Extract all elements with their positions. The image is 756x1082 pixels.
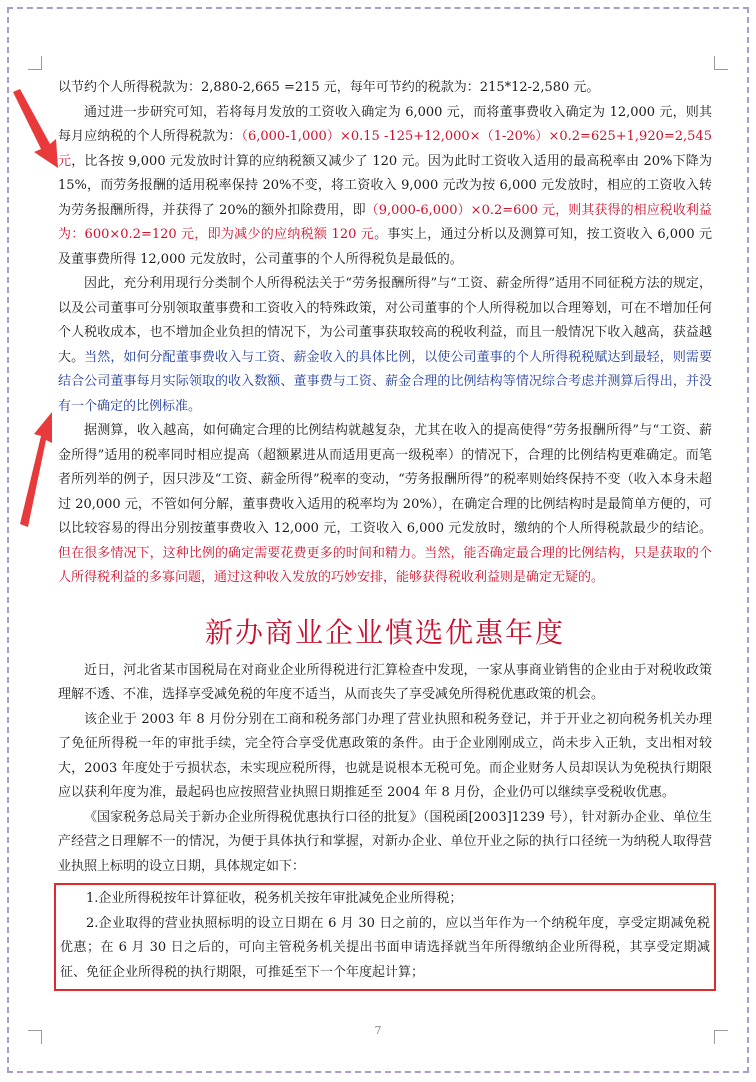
text-run: ，比各按 9,000 元发放时计算的应纳税额又减少了 120 元。因为此时工资收入适用的最高税率由 20%下降为 15%，而劳务报酬的适用税率保持 20%不变，将工资收入 9,000 元改为按 6,000 元发放时，相应的工资收入转为劳务报酬所得，并获得了 20%的额外扣除费用，即 bbox=[58, 153, 712, 218]
highlighted-formula: （9,000-6,000）×0.2=600 元，则其获得的相应税收利益为：600×0.2=120 元，即为减少的应纳税额 120 元 bbox=[58, 202, 712, 242]
section-title: 新办商业企业慎选优惠年度 bbox=[204, 615, 565, 649]
text-run: 据测算，收入越高，如何确定合理的比例结构就越复杂，尤其在收入的提高使得“劳务报酬所得”与“工资、薪金所得”适用的税率同时相应提高（超额累进从而适用更高一级税率）的情况下，合理的比例结构更难确定。而笔者所列举的例子，因只涉及“工资、薪金所得”税率的变动，“劳务报酬所得”的税率则始终保持不变（收入本身未超过 20,000 元，不管如何分解，董事费收入适用的税率均为 20%），在确定合理的比例结构时是最简单方便的，可以比较容易的得出分别按董事费收入 12,000 元，工资收入 6,000 元发放时，缴纳的个人所得税款最少的结论。 bbox=[58, 423, 712, 536]
text-run: 通过进一步研究可知，若将每月发放的工资收入确定为 6,000 元，而将董事费收入确定为 12,000 元，则其每月应纳税的个人所得税款为： bbox=[58, 104, 712, 144]
red-arrow-icon bbox=[13, 89, 58, 168]
page-number: 7 bbox=[374, 1024, 382, 1037]
paragraph: 近日，河北省某市国税局在对商业企业所得税进行汇算检查中发现，一家从事商业销售的企业由于对税收政策理解不透、不准，选择享受减免税的年度不适当，从而丧失了享受减免所得税优惠政策的机会。 bbox=[58, 662, 712, 702]
red-arrow-icon bbox=[20, 412, 52, 527]
paragraph: 该企业于 2003 年 8 月份分别在工商和税务部门办理了营业执照和税务登记，并于开业之初向税务机关办理了免征所得税一年的审批手续，完全符合享受优惠政策的条件。由于企业刚刚成立，尚未步入正轨，支出相对较大，2003 年度处于亏损状态，未实现应税所得，也就是说根本无税可免。而企业财务人员却误认为免税执行期限应以获利年度为准，最起码也应按照营业执照日期推延至 2004 年 8 月份，企业仍可以继续享受税收优惠。 bbox=[58, 711, 712, 800]
text-run: 。事实上，通过分析以及测算可知，按工资收入 6,000 元及董事费所得 12,000 元发放时，公司董事的个人所得税负是最低的。 bbox=[58, 227, 713, 267]
paragraph: 《国家税务总局关于新办企业所得税优惠执行口径的批复》（国税函[2003]1239 号），针对新办企业、单位生产经营之日理解不一的情况，为便于具体执行和掌握，对新办企业、单位开业之际的执行口径统一为纳税人取得营业执照上标明的设立日期，具体规定如下： bbox=[58, 809, 712, 874]
highlighted-text: 当然，如何分配董事费收入与工资、薪金收入的具体比例，以使公司董事的个人所得税税赋达到最轻，则需要结合公司董事每月实际领取的收入数额、董事费与工资、薪金合理的比例结构等情况综合考虑并测算后得出，并没有一个确定的比例标准。 bbox=[58, 349, 712, 414]
highlighted-text: 但在很多情况下，这种比例的确定需要花费更多的时间和精力。当然，能否确定最合理的比例结构，只是获取的个人所得税利益的多寡问题，通过这种收入发放的巧妙安排，能够获得税收利益则是确定无疑的。 bbox=[58, 545, 712, 585]
rule-item: 1.企业所得税按年计算征收，税务机关按年审批减免企业所得税； bbox=[86, 891, 463, 906]
rule-item: 2.企业取得的营业执照标明的设立日期在 6 月 30 日之前的，应以当年作为一个纳税年度，享受定期减免税优惠；在 6 月 30 日之后的，可向主管税务机关提出书面申请选择就当年所得缴纳企业所得税，其享受定期减征、免征企业所得税的执行期限，可推延至下一个年度起计算； bbox=[60, 915, 710, 980]
text-run: 因此，充分利用现行分类制个人所得税法关于“劳务报酬所得”与“工资、薪金所得”适用不同征税方法的规定，以及公司董事可分别领取董事费和工资收入的特殊政策，对公司董事的个人所得税加以合理筹划，可在不增加任何个人税收成本，也不增加企业负担的情况下，为公司董事获取较高的税收利益，而且一般情况下收入越高，获益越大。 bbox=[58, 276, 712, 365]
highlighted-formula: （6,000-1,000）×0.15 -125+12,000×（1-20%）×0.2=625+1,920=2,545 元 bbox=[58, 129, 712, 169]
paragraph: 以节约个人所得税款为：2,880-2,665 =215 元，每年可节约的税款为：215*12-2,580 元。 bbox=[58, 80, 600, 95]
